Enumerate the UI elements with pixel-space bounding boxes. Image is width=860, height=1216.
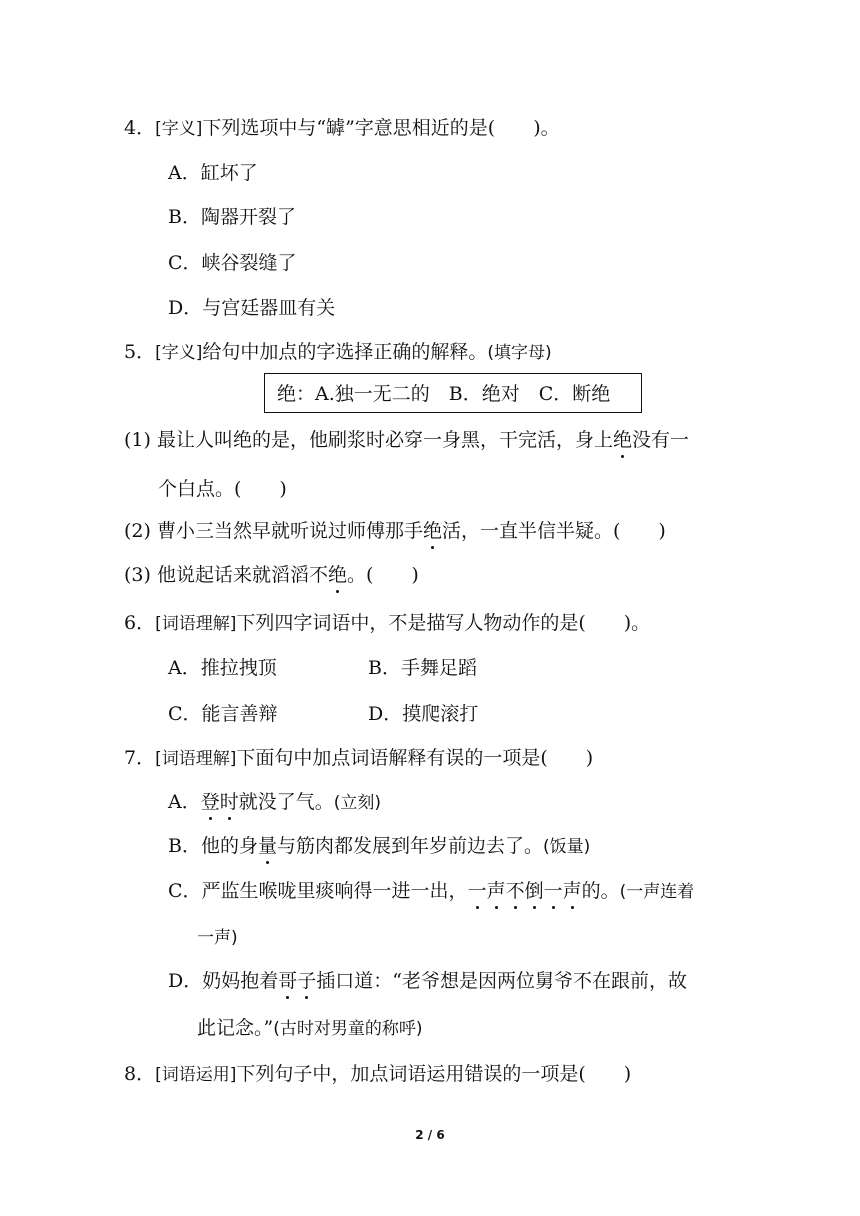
item-number: (2) [124,520,151,542]
option-label: C． [168,880,202,902]
question-4 [124,116,560,141]
dotted-char: 不 [505,880,525,902]
q7-option-b [168,834,590,859]
option-text: 此记念。” [197,1017,274,1039]
dotted-char: 登 [200,791,220,813]
question-hint: (填字母) [487,343,552,363]
q7-option-c-cont: 一声) [197,928,238,948]
dotted-word [278,970,316,992]
item-number: (1) [124,429,151,451]
q7-option-a [168,790,381,815]
dotted-char: 一 [543,880,563,902]
dotted-char: 绝 [612,429,632,451]
option-text: 就没了气。 [238,791,334,813]
item-text: 没有一 [632,429,690,451]
q5-item-3 [124,563,419,587]
item-text: 最让人叫绝的是，他刷浆时必穿一身黑，干完活，身上 [156,429,613,451]
dotted-char: 哥 [278,970,298,992]
dotted-char: 绝 [422,520,442,542]
dotted-word: 量 [257,835,277,857]
dotted-char: 一 [467,880,487,902]
question-number: 5． [124,341,156,363]
question-text: 下列四字词语中，不是描写人物动作的是( )。 [236,612,651,634]
question-6 [124,611,650,636]
option-text: 的。 [581,880,620,902]
option-label: A． [168,791,201,813]
q4-option-a: A．缸坏了 [168,162,258,184]
item-text: 曹小三当然早就听说过师傅那手 [156,520,423,542]
question-tag: [词语运用] [155,1065,237,1085]
option-text: 严监生喉咙里痰响得一进一出， [201,880,468,902]
dotted-word [201,791,239,813]
question-tag: [字义] [155,119,203,139]
option-label: D． [168,970,203,992]
definition-box [264,373,642,413]
q4-option-c: C．峡谷裂缝了 [168,252,297,274]
option-explanation: (立刻) [333,793,382,813]
dotted-char: 声 [562,880,582,902]
q6-option-a: A．推拉拽顶 [168,657,277,679]
item-text: 他说起话来就滔滔不 [156,564,328,586]
question-number: 6． [124,612,156,634]
q6-option-c: C．能言善辩 [168,703,278,725]
q5-item-1 [124,428,689,452]
item-text: 活，一直半信半疑。( ) [442,520,666,542]
option-text: 插口道：“老爷想是因两位舅爷不在跟前，故 [316,970,687,992]
q6-option-d: D．摸爬滚打 [368,703,479,725]
dotted-char: 子 [297,970,317,992]
question-text: 下面句中加点词语解释有误的一项是( ) [236,747,594,769]
item-number: (3) [124,564,151,586]
question-text: 给句中加点的字选择正确的解释。 [202,341,488,363]
question-number: 7． [124,747,156,769]
definition-text: 绝：A.独一无二的 B．绝对 C．断绝 [277,383,611,405]
option-explanation: (饭量) [543,837,591,857]
question-tag: [词语理解] [155,614,237,634]
q6-option-b: B．手舞足蹈 [368,657,477,679]
item-text: 。( ) [347,564,419,586]
option-text: 与筋肉都发展到年岁前边去了。 [277,835,544,857]
question-text: 下列句子中，加点词语运用错误的一项是( ) [236,1063,632,1085]
option-text: 奶妈抱着 [202,970,279,992]
q7-option-d-cont [197,1016,422,1041]
question-5 [124,340,552,365]
q4-option-d: D．与宫廷器皿有关 [168,297,336,319]
option-text: 他的身 [200,835,258,857]
q4-option-b: B．陶器开裂了 [168,206,296,228]
question-text: 下列选项中与“罅”字意思相近的是( )。 [202,117,560,139]
dotted-char: 声 [486,880,506,902]
q5-item-1-cont: 个白点。( ) [158,478,287,500]
question-7 [124,746,593,771]
q7-option-c [168,879,694,904]
page-number: 2 / 6 [415,1128,445,1142]
dotted-char: 倒 [524,880,544,902]
question-number: 4． [124,117,156,139]
question-tag: [字义] [155,343,203,363]
option-explanation: (古时对男童的称呼) [273,1019,423,1039]
dotted-char: 绝 [327,564,347,586]
option-explanation: (一声连着 [619,882,695,902]
option-label: B． [168,835,201,857]
dotted-char: 时 [219,791,239,813]
question-tag: [词语理解] [155,749,237,769]
question-number: 8． [124,1063,156,1085]
q5-item-2 [124,519,666,543]
dotted-word [468,880,582,902]
question-8 [124,1062,631,1087]
q7-option-d [168,969,687,993]
